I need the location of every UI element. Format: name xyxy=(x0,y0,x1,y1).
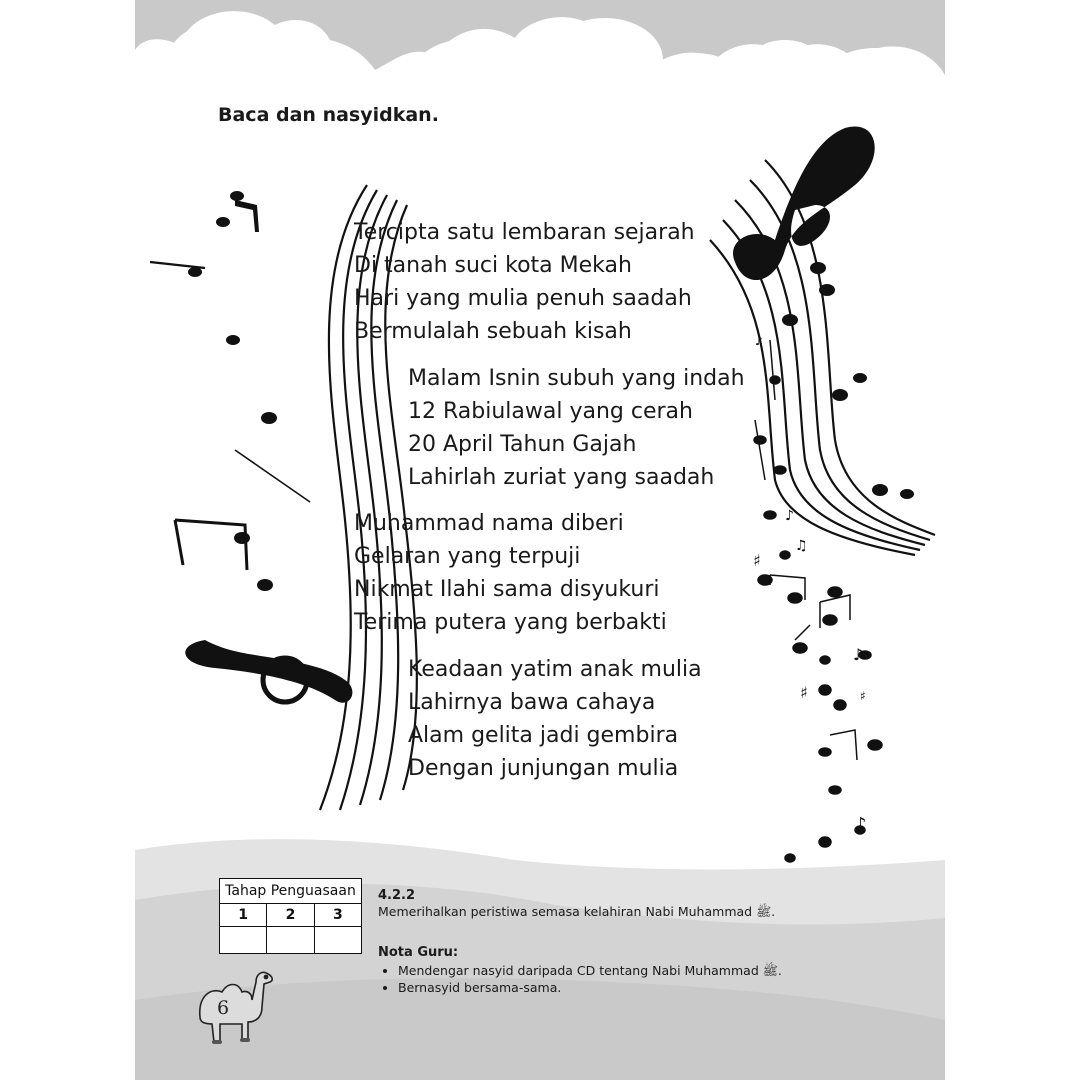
poem-line: Gelaran yang terpuji xyxy=(354,544,581,569)
poem-line: Lahirnya bawa cahaya xyxy=(408,690,656,715)
mastery-table-title: Tahap Penguasaan xyxy=(220,879,362,904)
camel-icon xyxy=(190,962,280,1052)
mastery-checkbox-cell[interactable] xyxy=(267,927,314,954)
svg-text:♪: ♪ xyxy=(855,814,867,835)
stanza xyxy=(354,216,695,348)
poem-line: 12 Rabiulawal yang cerah xyxy=(408,399,693,424)
poem-line: Nikmat Ilahi sama disyukuri xyxy=(354,577,660,602)
standard-description: Memerihalkan peristiwa semasa kelahiran Nabi Muhammad ﷺ. xyxy=(378,904,776,919)
stanza xyxy=(408,362,745,494)
svg-text:♯: ♯ xyxy=(800,683,808,702)
mastery-checkbox-cell[interactable] xyxy=(220,927,267,954)
stanza xyxy=(354,507,667,639)
poem-line: Alam gelita jadi gembira xyxy=(408,723,679,748)
cloud-banner xyxy=(135,0,945,108)
svg-text:♪: ♪ xyxy=(785,508,794,524)
workbook-page xyxy=(135,0,945,1080)
poem-line: 20 April Tahun Gajah xyxy=(408,432,637,457)
poem-line: Muhammad nama diberi xyxy=(354,511,624,536)
teacher-note-item: • Bernasyid bersama-sama. xyxy=(398,979,898,996)
teacher-notes-list xyxy=(378,962,898,996)
instruction-heading: Baca dan nasyidkan. xyxy=(218,104,439,126)
poem-line: Lahirlah zuriat yang saadah xyxy=(408,465,715,490)
poem-line: Hari yang mulia penuh saadah xyxy=(354,286,692,311)
svg-text:♫: ♫ xyxy=(795,538,808,554)
mastery-level-label: 3 xyxy=(314,904,361,927)
teacher-note-item: • Mendengar nasyid daripada CD tentang Nabi Muhammad ﷺ. xyxy=(398,962,898,979)
mastery-level-table xyxy=(219,878,362,954)
svg-text:♪: ♪ xyxy=(853,645,864,664)
stanza xyxy=(408,653,702,785)
mastery-level-label: 1 xyxy=(220,904,267,927)
poem-line: Terima putera yang berbakti xyxy=(354,610,667,635)
svg-text:♪: ♪ xyxy=(755,334,763,348)
poem-line: Keadaan yatim anak mulia xyxy=(408,657,702,682)
svg-text:♯: ♯ xyxy=(860,689,866,703)
mastery-level-label: 2 xyxy=(267,904,314,927)
poem-line: Malam Isnin subuh yang indah xyxy=(408,366,745,391)
standard-code: 4.2.2 xyxy=(378,888,416,903)
poem-line: Di tanah suci kota Mekah xyxy=(354,253,632,278)
teacher-notes-title: Nota Guru: xyxy=(378,945,459,960)
poem-line: Bermulalah sebuah kisah xyxy=(354,319,632,344)
teacher-notes-panel xyxy=(378,888,898,996)
svg-text:♯: ♯ xyxy=(753,551,761,570)
page-number: 6 xyxy=(217,997,230,1019)
mastery-checkbox-cell[interactable] xyxy=(314,927,361,954)
left-staff-notes xyxy=(185,191,352,703)
poem-line: Dengan junjungan mulia xyxy=(408,756,679,781)
poem-line: Tercipta satu lembaran sejarah xyxy=(354,220,695,245)
